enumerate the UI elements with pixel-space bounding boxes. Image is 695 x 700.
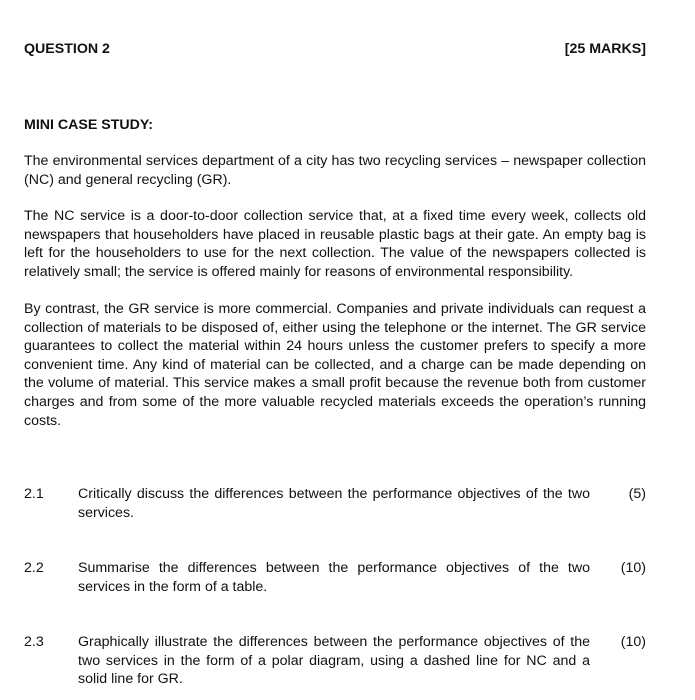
case-study-paragraph-1: The environmental services department of a city has two recycling services – newspaper collection (NC) and general recycling (GR). bbox=[24, 153, 646, 188]
question-text: Critically discuss the differences between the performance objectives of the two services. bbox=[78, 486, 590, 521]
total-marks: [25 MARKS] bbox=[564, 41, 646, 57]
question-title: QUESTION 2 bbox=[24, 41, 110, 57]
question-item-2-1 bbox=[24, 485, 646, 525]
case-study-paragraph-3: By contrast, the GR service is more commercial. Companies and private individuals can request a collection of materials to be disposed of, either using the telephone or the internet. The GR service guarantees to collect the material within 24 hours unless the customer prefers to specify a more convenient time. Any kind of material can be collected, and a charge can be made depending on the volume of material. This service makes a small profit because the revenue both from customer charges and from some of the more valuable recycled materials exceeds the operation’s running costs. bbox=[24, 301, 646, 429]
question-marks: (10) bbox=[620, 560, 646, 576]
question-number: 2.1 bbox=[24, 486, 44, 502]
question-number: 2.3 bbox=[24, 634, 44, 650]
case-study-paragraph-2: The NC service is a door-to-door collection service that, at a fixed time every week, collects old newspapers that householders have placed in reusable plastic bags at their gate. An empty bag is left for the householders to use for the next collection. The value of the newspapers collected is relatively small; the service is offered mainly for reasons of environmental responsibility. bbox=[24, 208, 646, 280]
question-number: 2.2 bbox=[24, 560, 44, 576]
question-text: Graphically illustrate the differences between the performance objectives of the two services in the form of a polar diagram, using a dashed line for NC and a solid line for GR. bbox=[78, 634, 590, 688]
question-marks: (5) bbox=[628, 486, 646, 502]
document-page bbox=[24, 0, 646, 700]
question-item-2-3 bbox=[24, 633, 646, 693]
question-text: Summarise the differences between the performance objectives of the two services in the form of a table. bbox=[78, 560, 590, 595]
case-study-heading: MINI CASE STUDY: bbox=[24, 117, 154, 133]
question-item-2-2 bbox=[24, 559, 646, 599]
question-header bbox=[24, 41, 646, 61]
question-marks: (10) bbox=[620, 634, 646, 650]
